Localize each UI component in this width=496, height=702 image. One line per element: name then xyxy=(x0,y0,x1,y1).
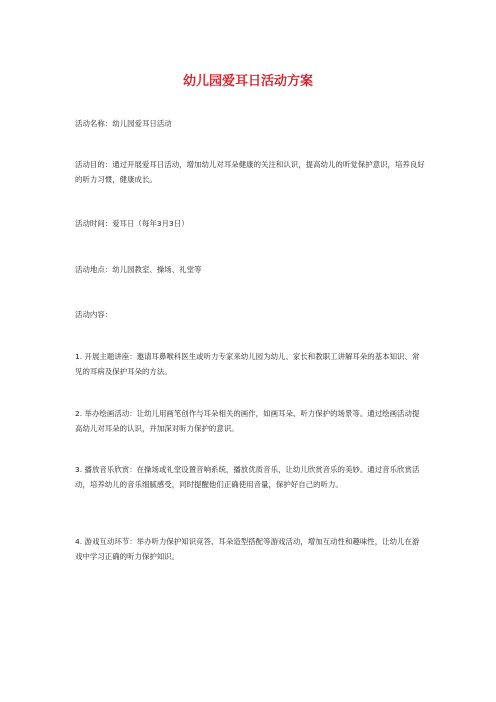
paragraph-activity-time: 活动时间：爱耳日（每年3月3日） xyxy=(75,219,189,228)
paragraph-activity-name: 活动名称：幼儿园爱耳日活动 xyxy=(75,119,172,128)
paragraph-item-games: 4. 游戏互动环节：举办听力保护知识竞答、耳朵造型搭配等游戏活动，增加互动性和趣味性，让幼儿在游戏中学习正确的听力保护知识。 xyxy=(75,537,420,561)
paragraph-item-lecture: 1. 开展主题讲座：邀请耳鼻喉科医生或听力专家来幼儿园为幼儿、家长和教职工讲解耳朵的基本知识、常见的耳病及保护耳朵的方法。 xyxy=(75,352,420,376)
paragraph-activity-location: 活动地点：幼儿园教室、操场、礼堂等 xyxy=(75,265,202,274)
page-title: 幼儿园爱耳日活动方案 xyxy=(182,74,313,89)
paragraph-item-music: 3. 播放音乐欣赏：在操场或礼堂设置音响系统，播放优质音乐，让幼儿欣赏音乐的美妙。通过音乐欣赏活动，培养幼儿的音乐细腻感受，同时提醒他们正确使用音量，保护好自己的听力。 xyxy=(75,465,420,489)
paragraph-activity-purpose: 活动目的：通过开展爱耳日活动，增加幼儿对耳朵健康的关注和认识，提高幼儿的听觉保护意识，培养良好的听力习惯，健康成长。 xyxy=(75,160,425,184)
paragraph-item-drawing: 2. 举办绘画活动：让幼儿用画笔创作与耳朵相关的画作，如画耳朵、听力保护的场景等。通过绘画活动提高幼儿对耳朵的认识，并加深对听力保护的意识。 xyxy=(75,409,420,433)
paragraph-activity-content-heading: 活动内容： xyxy=(75,310,113,319)
